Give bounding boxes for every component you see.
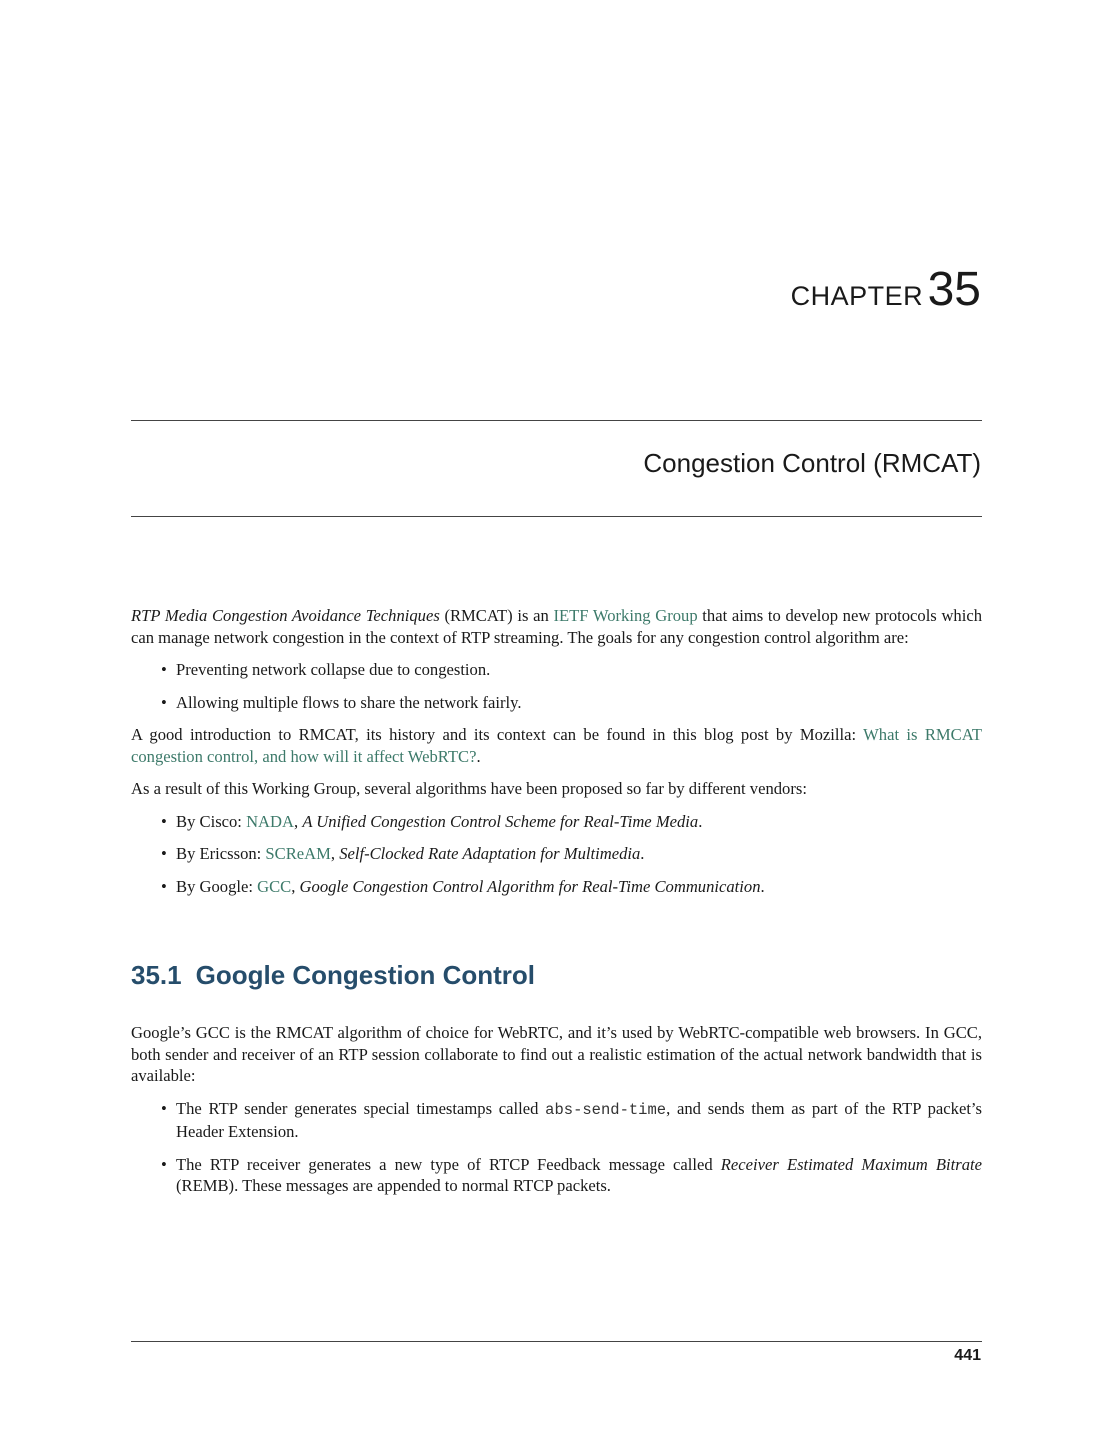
chapter-label: CHAPTER: [790, 281, 924, 311]
page-number: 441: [954, 1347, 981, 1364]
list-item: • Preventing network collapse due to congestion.: [131, 659, 982, 681]
bottom-rule: [131, 516, 982, 517]
goals-list: [131, 659, 982, 713]
ietf-working-group-link[interactable]: IETF Working Group: [553, 606, 698, 625]
vendors-list: [131, 811, 982, 898]
abs-send-time-code: abs-send-time: [545, 1100, 667, 1119]
list-item: • Allowing multiple flows to share the network fairly.: [131, 692, 982, 714]
footer-rule: [131, 1341, 982, 1342]
list-item: • The RTP sender generates special timestamps called abs-send-time, and sends them as part of the RTP packet’s Header Extension.: [131, 1098, 982, 1143]
section-heading: [131, 960, 535, 991]
gcc-list: [131, 1098, 982, 1197]
list-item: • The RTP receiver generates a new type of RTCP Feedback message called Receiver Estimated Maximum Bitrate (REMB). These messages are appended to normal RTCP packets.: [131, 1154, 982, 1197]
gcc-paragraph: Google’s GCC is the RMCAT algorithm of choice for WebRTC, and it’s used by WebRTC-compatible web browsers. In GCC, both sender and receiver of an RTP session collaborate to find out a realistic estimation of the actual network bandwidth that is available:: [131, 1023, 982, 1085]
intro-paragraph: RTP Media Congestion Avoidance Techniques (RMCAT) is an IETF Working Group that aims to develop new protocols which can manage network congestion in the context of RTP streaming. The goals for any congestion control algorithm are:: [131, 606, 983, 647]
section-number: 35.1: [131, 960, 182, 990]
rmcat-blog-link[interactable]: What is RMCAT congestion control, and how will it affect WebRTC?: [131, 725, 982, 766]
top-rule: [131, 420, 982, 421]
gcc-block: [131, 1022, 982, 1197]
scream-link[interactable]: SCReAM: [265, 844, 331, 863]
section-title: Google Congestion Control: [195, 960, 536, 990]
gcc-link[interactable]: GCC: [257, 876, 292, 896]
chapter-number: 35: [927, 263, 981, 316]
nada-link[interactable]: NADA: [246, 811, 295, 831]
list-item: • By Ericsson: SCReAM, Self-Clocked Rate Adaptation for Multimedia.: [131, 843, 982, 865]
list-item: • By Cisco: NADA, A Unified Congestion Control Scheme for Real-Time Media.: [131, 811, 982, 833]
chapter-heading: [791, 262, 981, 317]
chapter-title: Congestion Control (RMCAT): [643, 448, 981, 478]
mozilla-paragraph: A good introduction to RMCAT, its history and its context can be found in this blog post by Mozilla: What is RMCAT congestion control, and how will it affect WebRTC?.: [131, 725, 982, 766]
vendors-paragraph: As a result of this Working Group, several algorithms have been proposed so far by different vendors:: [131, 779, 807, 798]
list-item: • By Google: GCC, Google Congestion Control Algorithm for Real-Time Communication.: [131, 876, 982, 898]
intro-block: [131, 605, 982, 897]
